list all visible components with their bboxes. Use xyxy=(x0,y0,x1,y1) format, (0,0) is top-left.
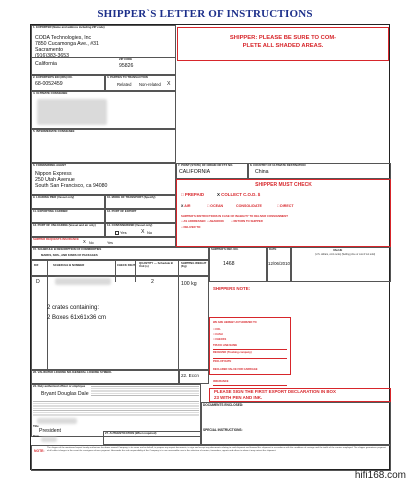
insurance-label: SHIPPER REQUESTS INSURANCE xyxy=(33,237,79,241)
transport-label: 10. MODE OF TRANSPORT (Specify) xyxy=(107,195,156,199)
ultimate-consignee-label: 4. ULTIMATE CONSIGNEE xyxy=(33,91,68,95)
zip-value: 95826 xyxy=(119,63,134,69)
direct-option: □ DIRECT xyxy=(277,204,294,208)
inability-instructions: SHIPPER'S INSTRUCTIONS IN CASE OF INABILITY TO DELIVER CONSIGNMENT xyxy=(181,214,289,218)
redacted-consignee xyxy=(37,99,107,125)
title-label: Title xyxy=(33,424,39,428)
col-check-digit: CHECK DIGIT xyxy=(117,263,136,267)
exporter-label: 1. EXPORTER (Name and address including ZIP code) xyxy=(33,25,105,29)
ref-label: SHIPPER'S REF. NO. xyxy=(211,247,239,251)
containerized-label: 14. CONTAINERIZED (Vessel only) xyxy=(107,223,153,227)
authorized-text: WE ARE HEREBY AUTHORIZED TO xyxy=(213,321,257,324)
shipper-letter-form xyxy=(30,24,390,470)
must-check-title: SHIPPER MUST CHECK xyxy=(255,182,312,188)
as-addressed-text: AS ADDRESSED xyxy=(183,219,206,223)
quantity-value: 2 xyxy=(151,279,154,285)
consolidate-text: CONSOLIDATE xyxy=(236,204,262,208)
page-title: SHIPPER`S LETTER OF INSTRUCTIONS xyxy=(97,8,313,20)
col-df: D/F xyxy=(34,263,39,267)
notice-line1: SHIPPER: PLEASE BE SURE TO COM- xyxy=(229,35,337,41)
watermark: hifi168.com xyxy=(354,470,406,481)
title-value: President xyxy=(39,428,61,434)
truck-line-label: TRUCK LINE NAME xyxy=(213,344,238,347)
loading-pier-label: 9. LOADING PIER (Vessel only) xyxy=(33,195,75,199)
direct-text: DIRECT xyxy=(280,204,294,208)
license-label: 22. VALIDATED LICENSE NO./GENERAL LICENSE SYMBOL xyxy=(33,370,112,374)
forwarding-agent-address: 250 Utah Avenue xyxy=(35,177,75,183)
date-value: 12/06/2010 xyxy=(268,261,290,266)
exporter-state: California xyxy=(35,61,57,67)
value-label: VALUE xyxy=(333,248,343,252)
ein-value: 68-0052459 xyxy=(35,81,63,87)
redacted-date xyxy=(41,437,57,442)
sign-notice-line2: 23 WITH PEN AND INK. xyxy=(214,395,263,400)
marks-label: MARKS, NOS., AND KINDS OF PACKAGES xyxy=(41,253,98,257)
zip-label: ZIP CODE xyxy=(119,57,133,61)
note-label: NOTE: xyxy=(34,449,45,453)
docs-cell xyxy=(201,402,391,445)
received-label: RECEIVED (Trucking company) xyxy=(213,351,252,354)
sign-notice-line1: PLEASE SIGN THE FIRST EXPORT DECLARATION IN BOX xyxy=(214,389,336,394)
port-unloading-label: 13. PORT OF UNLOADING (Vessel and air only) xyxy=(33,223,96,227)
checks-option: □ CHECKS xyxy=(213,338,227,341)
return-text: RETURN TO SHIPPER xyxy=(233,219,263,223)
notice-line2: PLETE ALL SHADED AREAS. xyxy=(242,43,324,49)
air-text: AIR xyxy=(184,204,191,208)
col-option: □ COL xyxy=(213,328,221,331)
insurance-no: No xyxy=(89,241,94,245)
shippers-note: SHIPPERS NOTE: xyxy=(213,286,251,291)
containerized-no-mark: X xyxy=(141,229,145,235)
content-line2: 2 Boxes 61x61x36 cm xyxy=(47,315,107,321)
abandon-option: □ ABANDON xyxy=(207,219,224,223)
non-related-label: Non-related xyxy=(139,82,161,87)
docs-label: DOCUMENTS ENCLOSED: xyxy=(203,403,244,407)
yes-checkbox[interactable] xyxy=(115,231,119,235)
schedule-b-label: 15. SCHEDULE B DESCRIPTION OF COMMODITIES xyxy=(33,247,102,251)
value-note: (U.S. dollars, omit cents) (Selling price or cost if not sold) xyxy=(314,253,376,256)
insurance-mark: X xyxy=(83,239,86,244)
exporter-phone: (916)383-3653 xyxy=(35,53,70,59)
content-line1: 2 crates containing: xyxy=(47,305,100,311)
must-check-cell xyxy=(176,179,391,247)
prepaid-option: □ PREPAID xyxy=(181,192,205,197)
consolidate-option xyxy=(236,204,262,208)
col-weight xyxy=(181,262,207,268)
signer-fineprint xyxy=(91,385,199,397)
air-option xyxy=(181,204,190,208)
date-label: DATE xyxy=(269,247,277,251)
commodity-area xyxy=(31,276,209,370)
collect-text: COLLECT C.O.D. $ xyxy=(221,192,261,197)
cash-text: CASH xyxy=(215,333,223,336)
col-text: COL xyxy=(215,328,221,331)
parties-label: 3. PARTIES TO TRANSACTION xyxy=(107,75,148,79)
ein-label: 2. EXPORTER'S EIN (IRS) NO. xyxy=(33,75,73,79)
redacted-schedule-b xyxy=(55,278,111,285)
deliver-to-text: DELIVER TO: xyxy=(183,225,202,229)
df-value: D xyxy=(36,279,40,285)
insurance-side-label: INSURANCE xyxy=(213,380,229,383)
yes-text: Yes xyxy=(120,230,127,235)
exporter-address1: 7850 Cucamonga Ave., #31 xyxy=(35,41,99,47)
containerized-no: No xyxy=(147,230,153,235)
related-label: Related xyxy=(117,82,132,87)
return-option: □ RETURN TO SHIPPER xyxy=(231,219,263,223)
exporter-name: CODA Technologies, Inc xyxy=(35,35,92,41)
redacted-signature xyxy=(37,418,77,424)
ocean-option: □ OCEAN xyxy=(207,204,224,208)
collect-mark: X xyxy=(217,192,220,197)
declared-label: DECLARED VALUE FOR CARRIAGE xyxy=(213,368,258,371)
col-schedule-b: SCHEDULE B NUMBER xyxy=(53,263,85,267)
cash-option: □ CASH xyxy=(213,333,223,336)
deliver-to: □ DELIVER TO: xyxy=(181,225,202,229)
ref-cell xyxy=(209,247,267,282)
non-related-mark: X xyxy=(167,81,171,87)
col-weight-text: SHIPPING WEIGHT (Kg) xyxy=(181,261,207,269)
signer-label: 24. Duly authorized officer or employee xyxy=(33,384,86,388)
prepaid-text: PREPAID xyxy=(184,192,205,197)
intermediate-consignee-cell xyxy=(31,129,176,163)
checks-text: CHECKS xyxy=(215,338,227,341)
col-quantity xyxy=(139,262,175,268)
forwarding-agent-label: 6. FORWARDING AGENT xyxy=(33,163,66,167)
origin-value: CALIFORNIA xyxy=(179,169,211,175)
destination-label: 8. COUNTRY OF ULTIMATE DESTINATION xyxy=(250,163,306,167)
as-addressed: □ AS ADDRESSED xyxy=(181,219,206,223)
air-mark: X xyxy=(181,204,184,208)
intermediate-consignee-label: 5. INTERMEDIATE CONSIGNEE xyxy=(33,129,75,133)
port-export-label: 12. PORT OF EXPORT xyxy=(107,209,137,213)
certify-fineprint xyxy=(33,400,199,416)
ocean-text: OCEAN xyxy=(210,204,224,208)
authentication-label: 27. AUTHENTICATION (When required) xyxy=(105,431,157,435)
insurance-yes: Yes xyxy=(107,241,113,245)
containerized-yes xyxy=(115,230,127,236)
forwarding-agent-city: South San Francisco, ca 94080 xyxy=(35,183,108,189)
exporting-carrier-label: 11. EXPORTING CARRIER xyxy=(33,209,68,213)
col-quantity-text: QUANTITY — Schedule B Unit (s) xyxy=(139,261,173,269)
eccn-value: 22. Eccn xyxy=(181,373,199,378)
note-text: The shipper of the mentioned export hereby authorizes the above named Company, in its name and on behalf, to prepare any export documents, to sign and accept any documents relating to said shipment and forward this shipment in accordance with the conditions of carriage and the tariffs of the carriers employed. The shipper guarantees payment of all collect charges in the event the consignee refuses payment. Hereunder the sole responsibility of the Company is to use reasonable care in the selection of carriers, forwarders, agents and others to whom it may entrust the shipment. xyxy=(47,447,386,452)
ref-number: 1468 xyxy=(223,261,235,267)
weight-value: 100 kg xyxy=(181,281,197,287)
destination-value: China xyxy=(255,169,269,175)
special-instructions-label: SPECIAL INSTRUCTIONS: xyxy=(203,428,243,432)
abandon-text: ABANDON xyxy=(209,219,224,223)
signer-date-label: Date xyxy=(33,434,40,438)
exporter-address2: Sacramento xyxy=(35,47,63,53)
origin-label: 7. POINT (STATE) OF ORIGIN OR FTZ NO. xyxy=(178,163,234,167)
collect-option xyxy=(217,193,260,197)
pickup-label: PICK-UP DATE xyxy=(213,360,232,363)
signer-name: Bryant Douglas Dale xyxy=(41,391,89,397)
forwarding-agent-name: Nippon Express xyxy=(35,171,72,177)
